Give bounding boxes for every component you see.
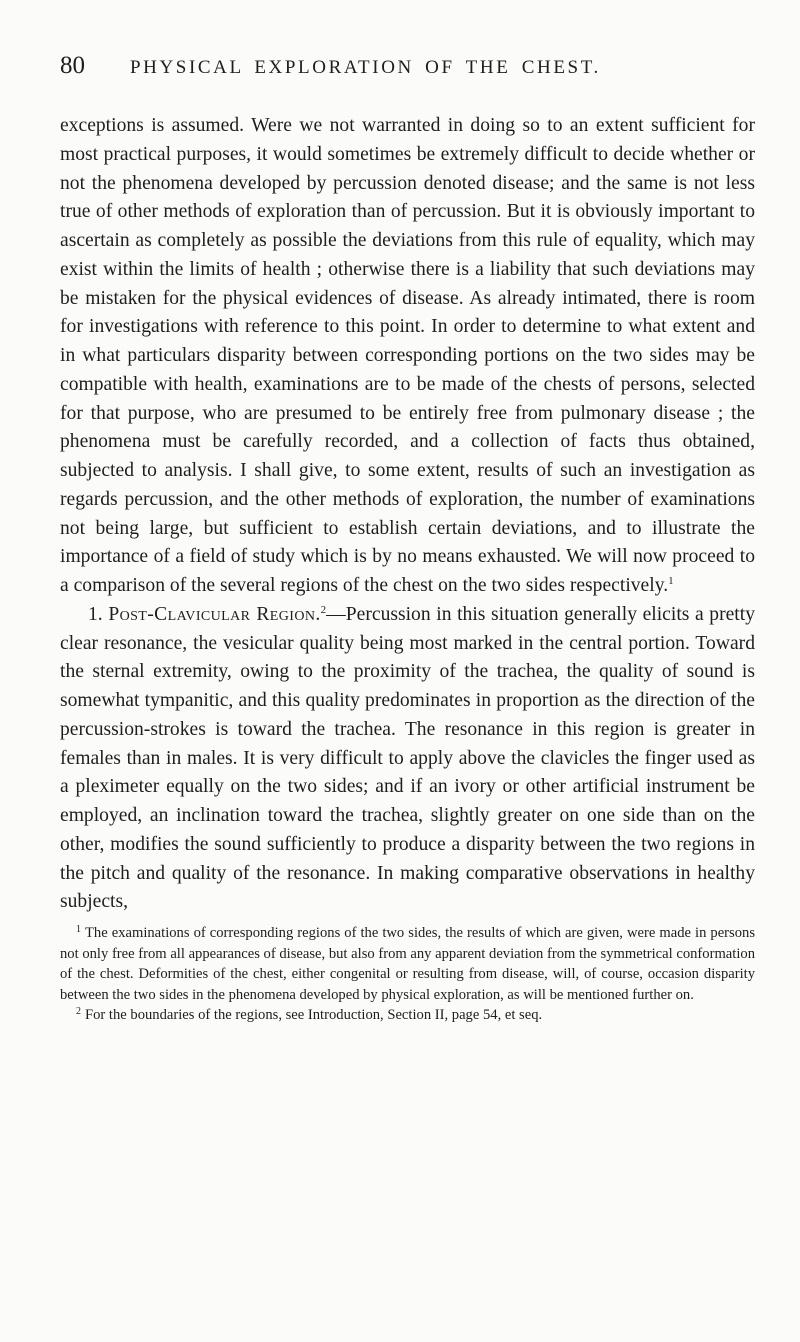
- running-title: PHYSICAL EXPLORATION OF THE CHEST.: [130, 57, 601, 78]
- section-number: 1.: [88, 603, 103, 625]
- paragraph-text: exceptions is assumed. Were we not warranted in doing so to an extent sufficient for most practical purposes, it would sometimes be extremely difficult to decide whether or not the phenomena developed by percussion denoted disease; and the same is not less true of other methods of exploration than of percussion. But it is obviously important to ascertain as completely as possible the deviations from this rule of equality, which may exist within the limits of health ; otherwise there is a liability that such deviations may be mistaken for the physical evidences of disease. As already intimated, there is room for investigations with reference to this point. In order to determine to what extent and in what particulars disparity between corresponding portions on the two sides may be compatible with health, examinations are to be made of the chests of persons, selected for that purpose, who are presumed to be entirely free from pulmonary disease ; the phenomena must be carefully recorded, and a collection of facts thus obtained, subjected to analysis. I shall give, to some extent, results of such an investigation as regards percussion, and the other methods of exploration, the number of examinations not being large, but sufficient to establish certain deviations, and to illustrate the importance of a field of study which is by no means exhausted. We will now proceed to a comparison of the several regions of the chest on the two sides respectively.: [60, 115, 755, 596]
- paragraph: [60, 601, 755, 917]
- footnote-mark: 1: [76, 924, 81, 935]
- book-page: [60, 52, 755, 1026]
- page-number: 80: [60, 52, 85, 79]
- footnotes: [60, 923, 755, 1026]
- footnote-reference: 2: [320, 603, 327, 616]
- footnote: [60, 923, 755, 1005]
- footnote-text: For the boundaries of the regions, see Introduction, Section II, page 54, et seq.: [85, 1007, 543, 1023]
- body-text: [60, 112, 755, 917]
- paragraph: [60, 112, 755, 601]
- paragraph-text: —Percussion in this situation generally elicits a pretty clear resonance, the vesicular quality being most marked in the central portion. Toward the sternal extremity, owing to the proximity of the trachea, the quality of sound is somewhat tympanitic, and this quality predominates in proportion as the direction of the percussion-strokes is toward the trachea. The resonance in this region is greater in females than in males. It is very difficult to apply above the clavicles the finger used as a pleximeter equally on the two sides; and if an ivory or other artificial instrument be employed, an inclination toward the trachea, slightly greater on one side than on the other, modifies the sound sufficiently to produce a disparity between the two regions in the pitch and quality of the resonance. In making comparative observations in healthy subjects,: [60, 603, 755, 913]
- footnote: [60, 1005, 755, 1026]
- footnote-mark: 2: [76, 1006, 81, 1017]
- footnote-text: The examinations of corresponding regions of the two sides, the results of which are given, were made in persons not only free from all appearances of disease, but also from any apparent deviation from the symmetrical conformation of the chest. Deformities of the chest, either congenital or resulting from disease, will, of course, occasion disparity between the two sides in the phenomena developed by physical exploration, as will be mentioned further on.: [60, 925, 755, 1003]
- section-heading: Post-Clavicular Region.: [108, 603, 321, 625]
- running-head: [60, 52, 755, 86]
- footnote-reference: 1: [668, 575, 674, 587]
